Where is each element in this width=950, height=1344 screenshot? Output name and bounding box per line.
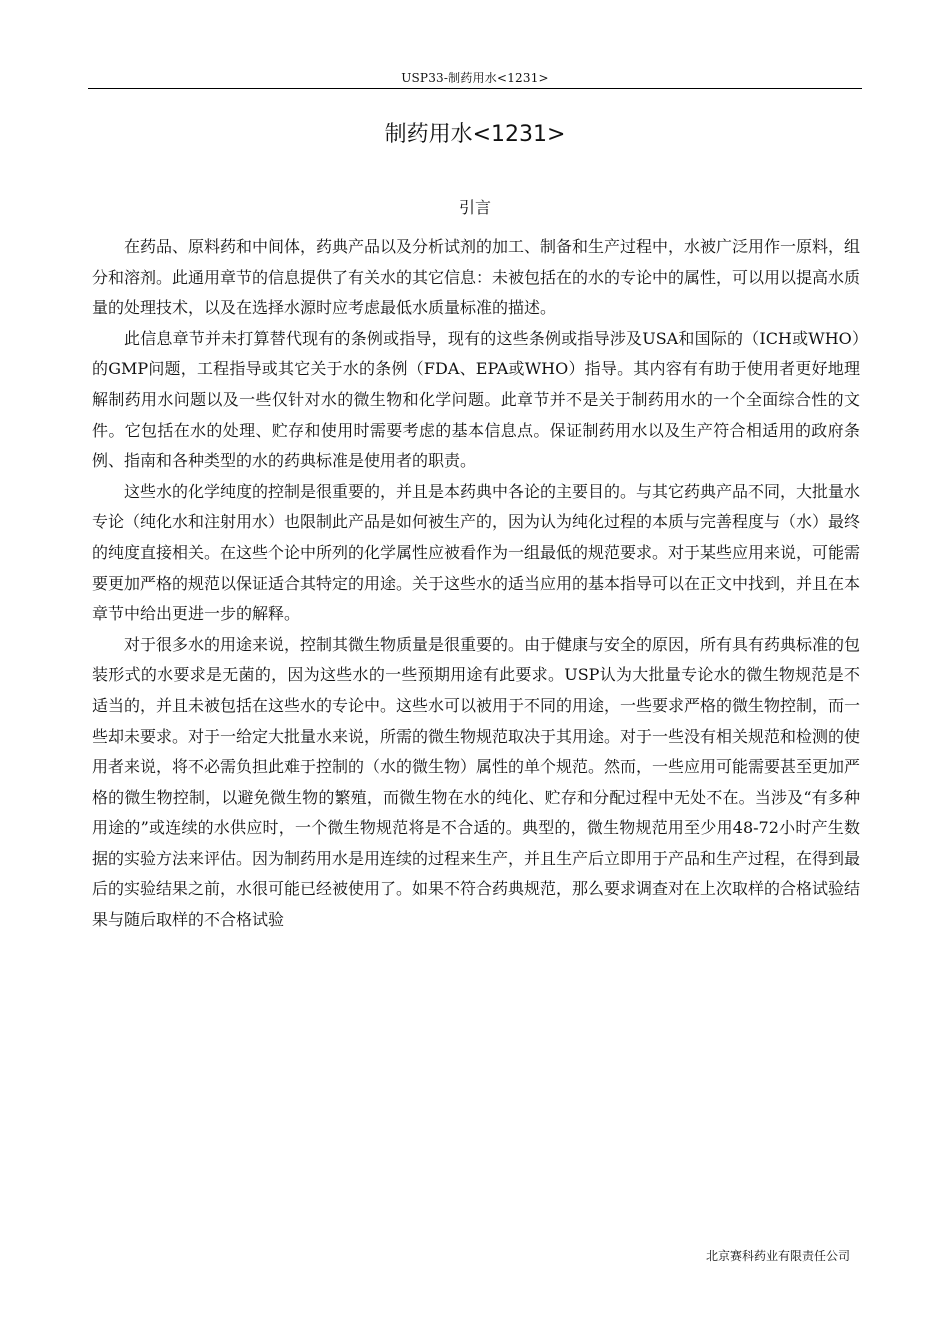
paragraph: 对于很多水的用途来说，控制其微生物质量是很重要的。由于健康与安全的原因，所有具有药典标准的包装形式的水要求是无菌的，因为这些水的一些预期用途有此要求。USP认为大批量专论水的微生物规范是不适当的，并且未被包括在这些水的专论中。这些水可以被用于不同的用途，一些要求严格的微生物控制，而一些却未要求。对于一给定大批量水来说，所需的微生物规范取决于其用途。对于一些没有相关规范和检测的使用者来说，将不必需负担此难于控制的（水的微生物）属性的单个规范。然而，一些应用可能需要甚至更加严格的微生物控制，以避免微生物的繁殖，而微生物在水的纯化、贮存和分配过程中无处不在。当涉及“有多种用途的”或连续的水供应时，一个微生物规范将是不合适的。典型的，微生物规范用至少用48-72小时产生数据的实验方法来评估。因为制药用水是用连续的过程来生产，并且生产后立即用于产品和生产过程，在得到最后的实验结果之前，水很可能已经被使用了。如果不符合药典规范，那么要求调查对在上次取样的合格试验结果与随后取样的不合格试验 <box>92 634 861 930</box>
paragraph: 此信息章节并未打算替代现有的条例或指导，现有的这些条例或指导涉及USA和国际的（ICH或WHO）的GMP问题，工程指导或其它关于水的条例（FDA、EPA或WHO）指导。其内容有有助于使用者更好地理解制药用水问题以及一些仅针对水的微生物和化学问题。此章节并不是关于制药用水的一个全面综合性的文件。它包括在水的处理、贮存和使用时需要考虑的基本信息点。保证制药用水以及生产符合相适用的政府条例、指南和各种类型的水的药典标准是使用者的职责。 <box>92 328 860 471</box>
running-footer: 北京赛科药业有限责任公司 <box>705 1249 850 1263</box>
header-divider <box>88 88 862 89</box>
section-heading: 引言 <box>458 198 491 217</box>
paragraph: 在药品、原料药和中间体，药典产品以及分析试剂的加工、制备和生产过程中，水被广泛用作一原料，组分和溶剂。此通用章节的信息提供了有关水的其它信息：未被包括在的水的专论中的属性，可以用以提高水质量的处理技术，以及在选择水源时应考虑最低水质量标准的描述。 <box>92 237 861 318</box>
running-header: USP33-制药用水<1231> <box>401 71 549 85</box>
paragraph: 这些水的化学纯度的控制是很重要的，并且是本药典中各论的主要目的。与其它药典产品不同，大批量水专论（纯化水和注射用水）也限制此产品是如何被生产的，因为认为纯化过程的本质与完善程度与（水）最终的纯度直接相关。在这些个论中所列的化学属性应被看作为一组最低的规范要求。对于某些应用来说，可能需要更加严格的规范以保证适合其特定的用途。关于这些水的适当应用的基本指导可以在正文中找到，并且在本章节中给出更进一步的解释。 <box>92 481 861 624</box>
document-title: 制药用水<1231> <box>384 122 566 147</box>
body-text <box>92 232 860 936</box>
